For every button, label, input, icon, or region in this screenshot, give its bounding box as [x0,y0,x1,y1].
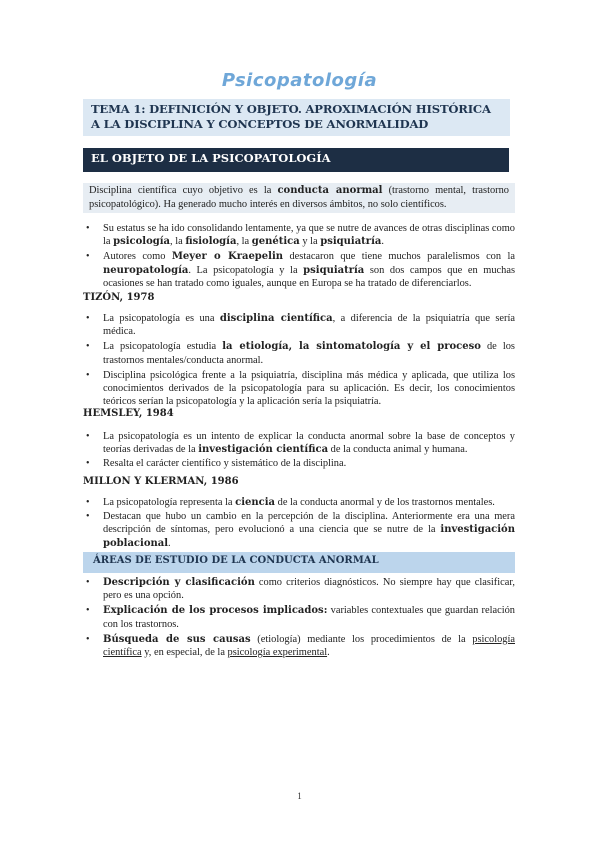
item-text: Autores como [103,251,172,263]
item-text: de los trastornos mentales/conducta anormal. [103,341,515,366]
item-bold: la etiología, la sintomatología y el proceso [222,341,481,353]
hemsley-list [83,430,515,472]
list-item [83,222,515,248]
list-item [83,369,515,409]
item-text: , a diferencia de la psiquiatría que sería médica. [103,313,515,338]
areas-heading: ÁREAS DE ESTUDIO DE LA CONDUCTA ANORMAL [83,552,515,573]
item-bold: neuropatología [103,264,189,276]
section-heading: EL OBJETO DE LA PSICOPATOLOGÍA [83,148,509,172]
list-item [83,340,515,366]
item-text: como criterios diagnósticos. No siempre hay que clasificar, pero es una opción. [103,577,515,602]
page-number: 1 [297,791,302,801]
intro-text: (trastorno mental, trastorno psicopatológico). Ha generado mucho interés en diversos ámbitos, no solo científicos. [89,185,510,210]
item-bold: Explicación de los procesos implicados: [103,605,328,617]
item-text: Destacan que hubo un cambio en la percepción de la disciplina. Anteriormente era una mera descripción de síntomas, pero evolucionó a una ciencia que se nutre de la [103,511,515,536]
item-text: Resalta el carácter científico y sistemático de la disciplina. [103,458,347,470]
item-text: de la conducta animal y humana. [328,444,468,456]
item-text: , la [170,236,186,248]
item-bold: Descripción y clasificación [103,577,255,588]
item-text: La psicopatología es un intento de explicar la conducta anormal sobre la base de conceptos y teorías derivadas de la [103,431,515,456]
item-bold: investigación científica [198,444,329,456]
item-text: (etiología) mediante los procedimientos de la [250,633,473,645]
list-item [83,312,515,338]
item-text: . [381,236,384,248]
item-bold: Búsqueda de sus causas [103,633,251,645]
areas-list [83,576,515,661]
item-text: . [168,537,171,549]
underlined-term: psicología científica [103,633,515,659]
millon-list [83,496,515,551]
intro-text: Disciplina científica cuyo objetivo es la [89,185,278,196]
item-bold: psiquiatría [303,264,365,276]
item-bold: psicología [113,236,171,248]
author-heading-tizon: TIZÓN, 1978 [83,292,155,303]
item-bold: disciplina científica [219,313,333,324]
item-text: y la [299,236,321,248]
item-text: son dos campos que en muchas ocasiones se han tratado como iguales, aunque en Europa se ha tratado de diferenciarlos. [103,264,515,289]
item-text: , la [236,236,252,248]
list-item [83,457,515,470]
tizon-list [83,312,515,410]
list-item [83,576,515,602]
intro-bold: conducta anormal [277,185,383,196]
author-heading-hemsley: HEMSLEY, 1984 [83,408,174,419]
item-bold: ciencia [235,497,276,508]
list-item [83,250,515,290]
list-item [83,633,515,659]
item-text: La psicopatología estudia [103,341,223,353]
item-bold: fisiología [185,236,237,248]
item-text: . [327,647,330,659]
item-bold: genética [251,236,300,248]
general-list [83,222,515,292]
underlined-term: psicología experimental [227,647,328,659]
list-item [83,604,515,630]
item-text: La psicopatología representa la [103,497,236,508]
item-text: variables contextuales que guardan relación con los trastornos. [103,605,515,630]
item-text: destacaron que tiene muchos paralelismos con la [283,251,515,263]
item-text: y, en especial, de la [141,647,228,659]
tema-heading: TEMA 1: DEFINICIÓN Y OBJETO. APROXIMACIÓN HISTÓRICA A LA DISCIPLINA Y CONCEPTOS DE ANORMALIDAD [83,99,510,136]
item-text: Su estatus se ha ido consolidando lentamente, ya que se nutre de avances de otras disciplinas como la [103,223,515,248]
list-item [83,510,515,550]
item-bold: investigación poblacional [103,524,515,549]
item-bold: Meyer o Kraepelin [171,251,284,263]
item-text: La psicopatología es una [103,313,220,324]
definition-box [83,183,515,213]
author-heading-millon: MILLON Y KLERMAN, 1986 [83,476,239,487]
item-text: Disciplina psicológica frente a la psiquiatría, disciplina más médica y aplicada, que utiliza los conocimientos derivados de la psicopatología para su aplicación. Es decir, los conocimientos teóricos serían la psicopatología y la aplicación sería la psiquiatría. [103,369,515,408]
list-item [83,496,515,509]
item-text: de la conducta anormal y de los trastornos mentales. [275,497,495,508]
item-bold: psiquiatría [320,236,382,248]
list-item [83,430,515,456]
document-title: Psicopatología [221,70,378,91]
item-text: . La psicopatología y la [188,264,304,276]
